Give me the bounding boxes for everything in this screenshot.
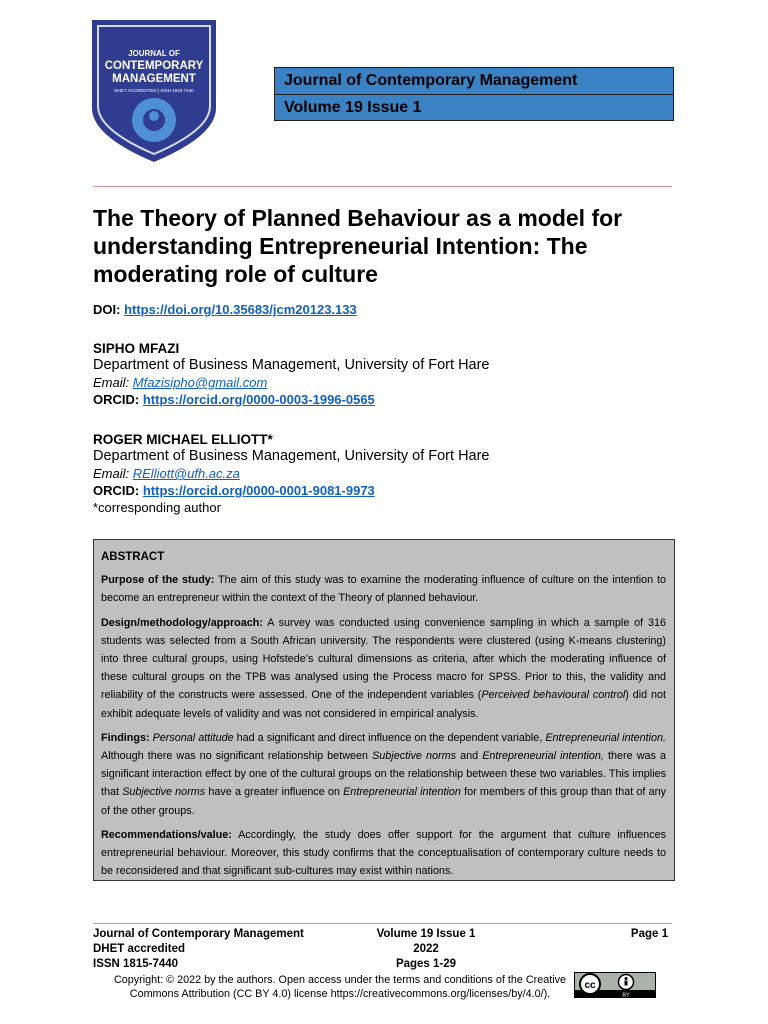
- author-orcid-line: [93, 391, 490, 408]
- logo-line2: CONTEMPORARY: [104, 60, 204, 72]
- findings-italic: Entrepreneurial intention.: [545, 731, 667, 744]
- footer-issn: ISSN 1815-7440: [93, 958, 179, 970]
- paper-title: The Theory of Planned Behaviour as a model for understanding Entrepreneurial Intention: The moderating role of culture: [93, 205, 623, 287]
- footer-volume: Volume 19 Issue 1: [376, 928, 476, 940]
- header-divider: [93, 186, 672, 187]
- journal-logo: [88, 16, 220, 164]
- purpose-text: The aim of this study was to examine the moderating influence of culture on the intention to become an entrepreneur within the context of the Theory of planned behaviour.: [101, 574, 666, 605]
- author-name: SIPHO MFAZI: [93, 341, 180, 356]
- author-name: ROGER MICHAEL ELLIOTT*: [93, 432, 273, 447]
- footer-journal: Journal of Contemporary Management: [93, 928, 304, 940]
- author-email-link[interactable]: RElliott@ufh.ac.za: [132, 466, 240, 481]
- logo-line1: JOURNAL OF: [128, 49, 180, 58]
- author-orcid-link[interactable]: https://orcid.org/0000-0003-1996-0565: [142, 392, 375, 407]
- abstract-findings: [101, 729, 666, 820]
- author-block-1: [93, 340, 490, 408]
- abstract-purpose: [101, 571, 666, 607]
- footer-pages: Pages 1-29: [395, 958, 457, 970]
- logo-line4: DHET ACCREDITED | ISSN 1815-7440: [114, 88, 194, 93]
- email-label: Email:: [93, 466, 130, 481]
- journal-name: Journal of Contemporary Management: [284, 72, 578, 89]
- cc-by-license-badge[interactable]: [574, 972, 656, 998]
- design-label: Design/methodology/approach:: [101, 616, 263, 629]
- findings-italic: Personal attitude: [152, 731, 234, 744]
- findings-label: Findings:: [101, 731, 150, 744]
- footer-divider: [93, 923, 672, 924]
- footer-year: 2022: [413, 943, 439, 955]
- findings-italic: Subjective norms: [122, 786, 206, 799]
- author-block-2: [93, 431, 490, 516]
- design-italic: Perceived behavioural control: [481, 689, 626, 702]
- findings-italic: Entrepreneurial intention,: [482, 750, 604, 763]
- abstract-recommendations: [101, 826, 666, 881]
- rec-label: Recommendations/value:: [101, 828, 232, 841]
- doi-label: DOI:: [93, 302, 121, 317]
- findings-text: had a significant and direct influence on the dependent variable,: [233, 731, 546, 744]
- abstract-box: [93, 539, 675, 881]
- journal-volume: Volume 19 Issue 1: [275, 94, 673, 121]
- doi-link[interactable]: https://doi.org/10.35683/jcm20123.133: [124, 302, 357, 317]
- design-text: A survey was conducted using convenience sampling in which a sample of 316 students was selected from a South African university. The respondents were clustered (using K-means clustering) into three cultural groups, using Hofstede’s cultural dimensions as criteria, after which the moderating influence of these cultural groups on the TPB was analysed using the Process macro for SPSS. Prior to this, the validity and reliability of the constructs were assessed. One of the independent variables (: [101, 616, 666, 702]
- findings-italic: Subjective norms: [372, 750, 456, 763]
- purpose-label: Purpose of the study:: [101, 574, 215, 587]
- author-email-link[interactable]: Mfazisipho@gmail.com: [132, 375, 268, 390]
- email-label: Email:: [93, 375, 130, 390]
- footer-journal-info: [93, 927, 304, 972]
- author-email-line: [93, 374, 490, 391]
- author-dept: Department of Business Management, University of Fort Hare: [93, 357, 490, 373]
- author-email-line: [93, 465, 490, 482]
- findings-text: have a greater influence on: [205, 786, 344, 799]
- doi-line: [93, 302, 357, 317]
- author-orcid-link[interactable]: https://orcid.org/0000-0001-9081-9973: [142, 483, 375, 498]
- abstract-heading: ABSTRACT: [101, 551, 165, 563]
- rec-text: Accordingly, the study does offer support for the argument that culture influences entrepreneurial behaviour. Moreover, this study confirms that the conceptualisation of contemporary culture needs to be reconsidered and that significant sub-cultures may exist within nations.: [101, 828, 666, 878]
- design-text-end: ) did not exhibit adequate levels of validity and was not considered in empirical analysis.: [101, 689, 666, 720]
- logo-line3: MANAGEMENT: [112, 73, 196, 85]
- author-dept: Department of Business Management, University of Fort Hare: [93, 448, 490, 464]
- findings-text: there was a significant interaction effect by one of the cultural groups on the relationship between these two variables. This implies that: [101, 750, 666, 799]
- abstract-design: [101, 614, 666, 723]
- by-label: BY: [622, 992, 630, 998]
- footer-issue-info: [371, 927, 481, 972]
- footer-accredited: DHET accredited: [93, 943, 186, 955]
- author-orcid-line: [93, 482, 490, 499]
- findings-italic: Entrepreneurial intention: [343, 786, 461, 799]
- footer-page-number: Page 1: [630, 928, 668, 940]
- orcid-label: ORCID:: [93, 392, 140, 407]
- findings-text: Although there was no significant relationship between: [101, 750, 373, 763]
- findings-text: for members of this group than that of any of the other groups.: [101, 786, 666, 817]
- journal-header-box: [274, 67, 674, 121]
- cc-label: cc: [584, 980, 596, 991]
- copyright-notice: Copyright: © 2022 by the authors. Open access under the terms and conditions of the Creative Commons Attribution (CC BY 4.0) license https://creativecommons.org/licenses/by/4.0/).: [113, 974, 567, 1000]
- orcid-label: ORCID:: [93, 483, 140, 498]
- corresponding-note: *corresponding author: [93, 500, 221, 515]
- findings-text: and: [456, 750, 483, 763]
